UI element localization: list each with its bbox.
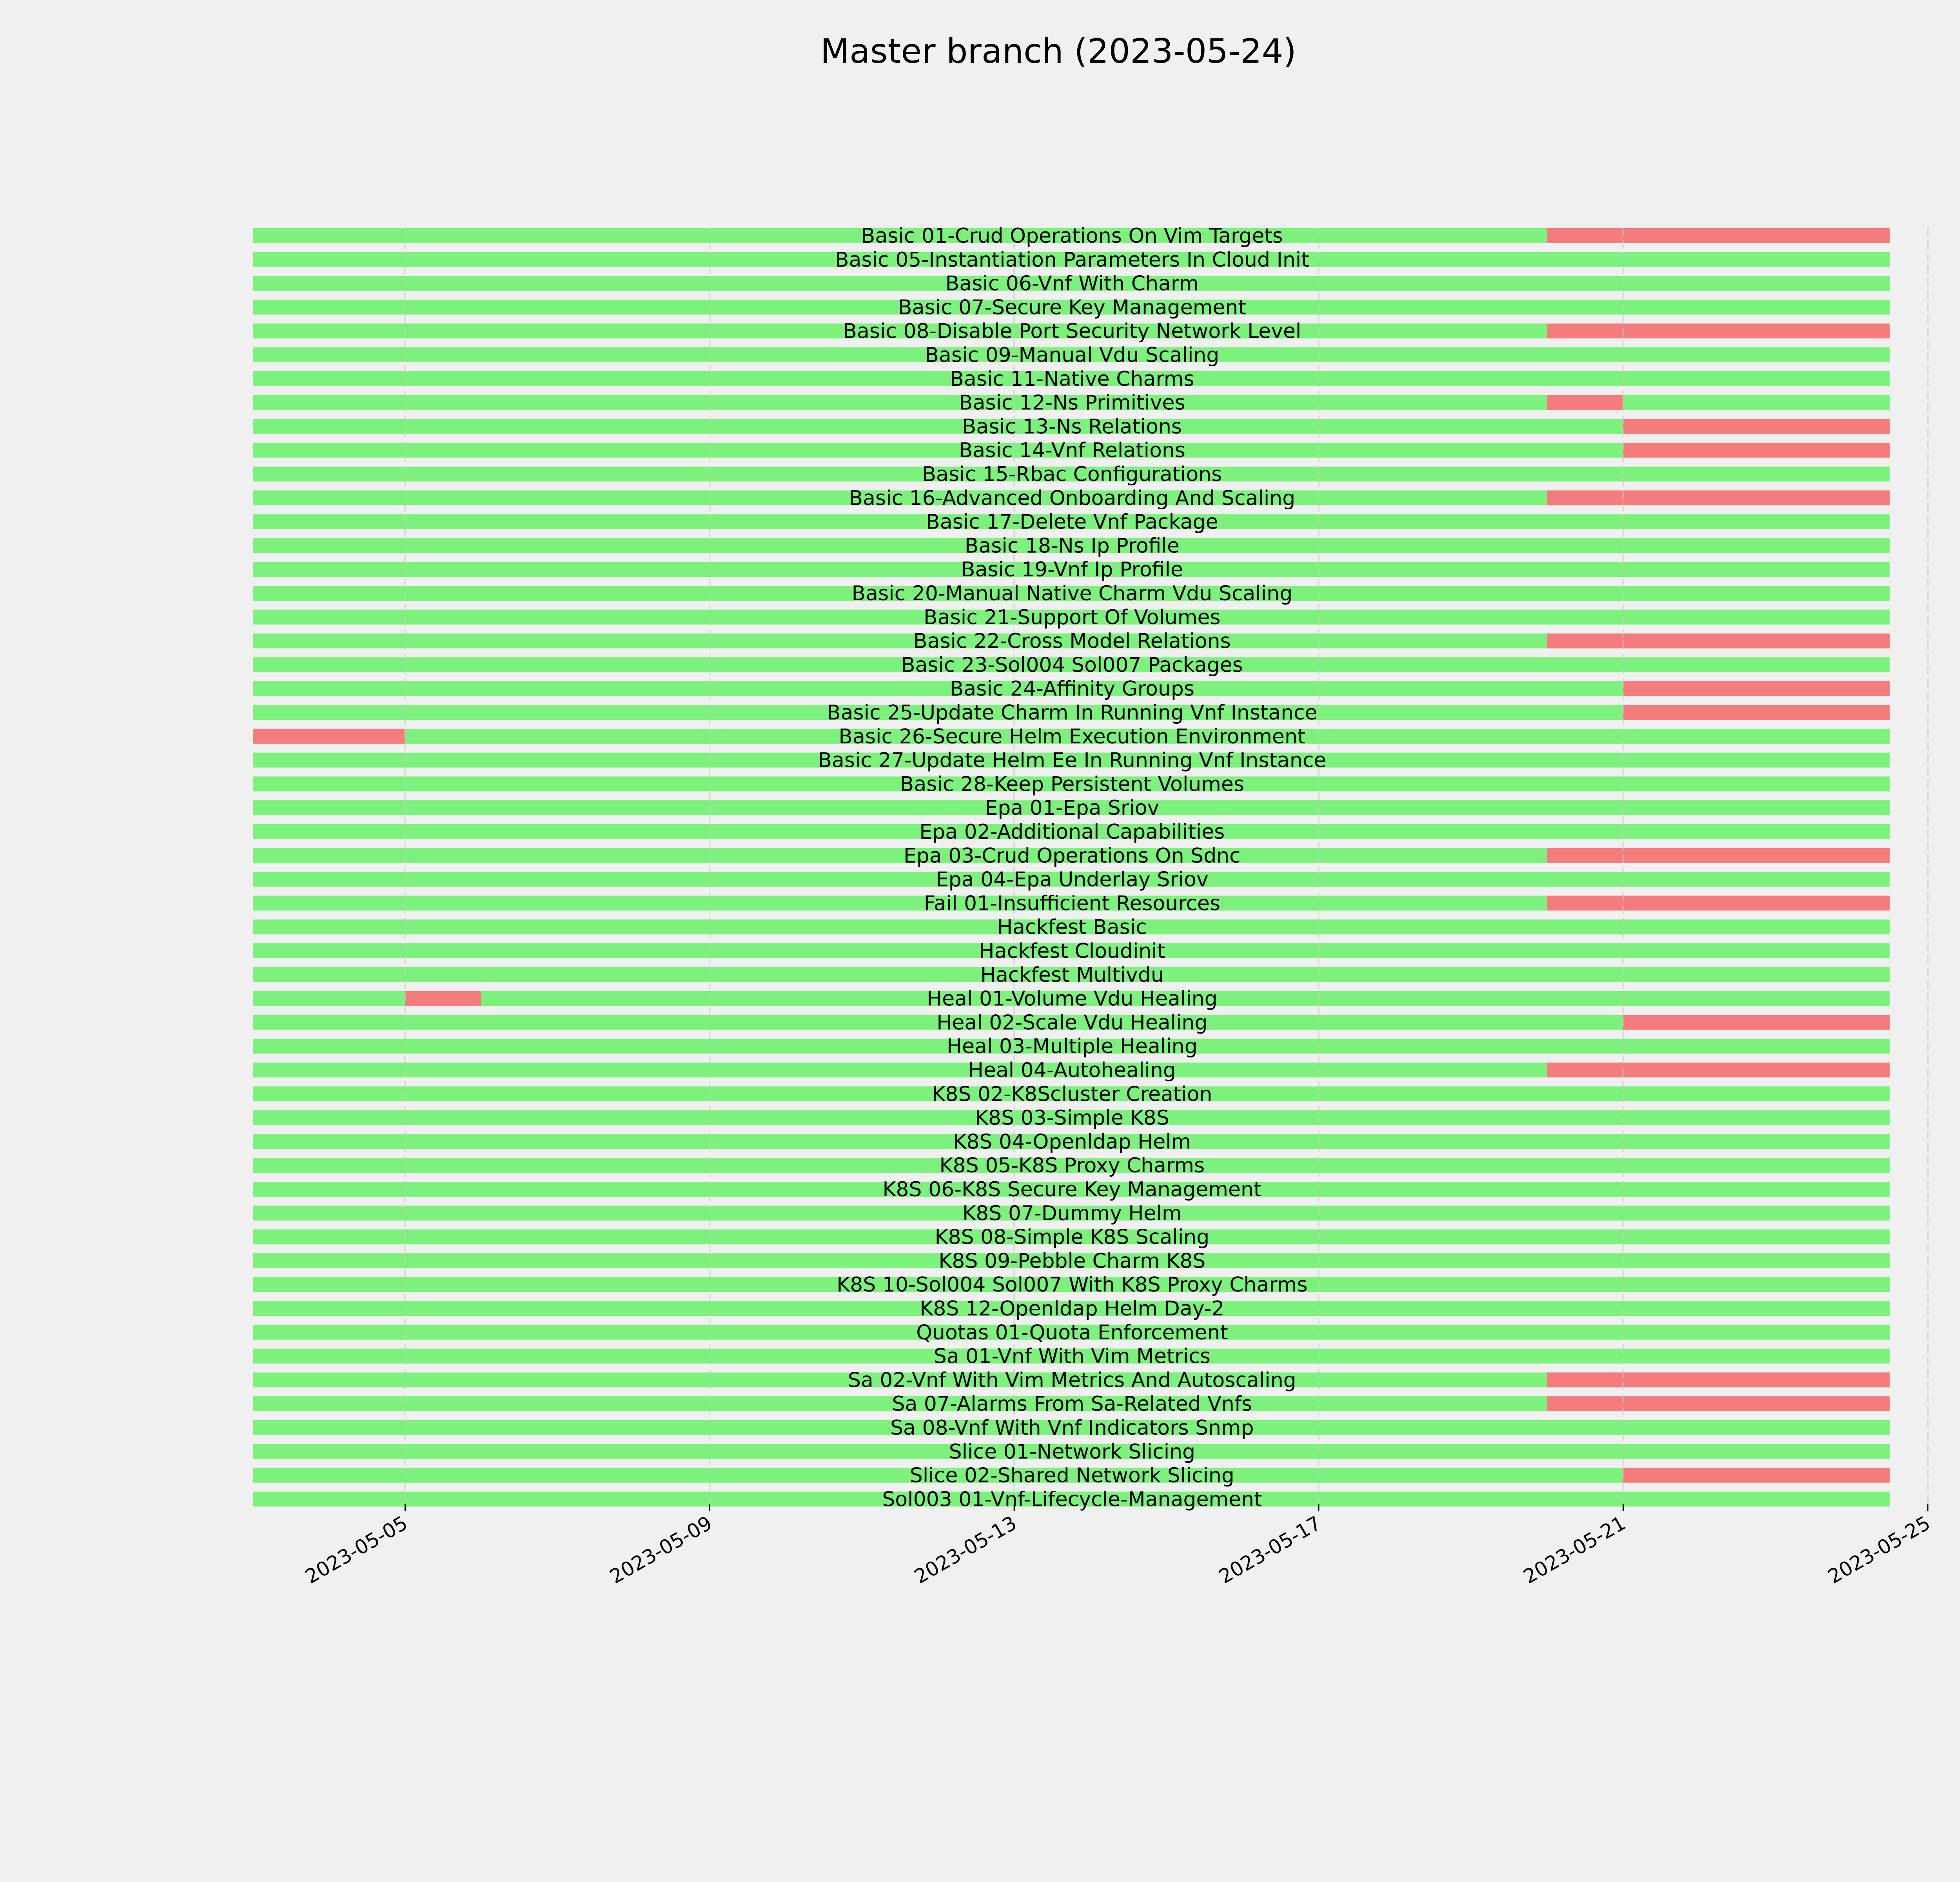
bar-segment-fail	[1547, 848, 1890, 863]
x-tick-label: 2023-05-17	[1215, 1511, 1325, 1588]
bar-segment-fail	[1547, 395, 1623, 410]
bar-segment-pass	[1623, 395, 1890, 410]
x-tick-label: 2023-05-21	[1519, 1511, 1630, 1588]
row-label: Basic 09-Manual Vdu Scaling	[925, 343, 1220, 367]
x-tick-label: 2023-05-05	[301, 1511, 412, 1588]
bar-segment-fail	[1547, 490, 1890, 505]
bar-segment-fail	[1623, 1015, 1890, 1030]
bar-segment-pass	[253, 991, 405, 1006]
row-label: Basic 12-Ns Primitives	[959, 391, 1185, 415]
bar-segment-fail	[1547, 1372, 1890, 1387]
row-label: Basic 21-Support Of Volumes	[924, 605, 1221, 629]
row-label: K8S 07-Dummy Helm	[962, 1201, 1182, 1225]
row-label: Sa 01-Vnf With Vim Metrics	[933, 1344, 1210, 1368]
row-label: Basic 25-Update Charm In Running Vnf Instance	[827, 701, 1318, 725]
row-label: K8S 10-Sol004 Sol007 With K8S Proxy Charms	[837, 1273, 1308, 1297]
row-label: Heal 04-Autohealing	[968, 1059, 1176, 1082]
row-label: K8S 06-K8S Secure Key Management	[882, 1178, 1262, 1201]
x-tick-label: 2023-05-25	[1824, 1511, 1934, 1588]
bar-segment-pass	[253, 443, 1623, 458]
bar-segment-fail	[1623, 1468, 1890, 1483]
bar-segment-fail	[253, 729, 405, 744]
row-label: Hackfest Basic	[997, 916, 1147, 939]
row-label: Basic 13-Ns Relations	[962, 415, 1182, 439]
bar-segment-fail	[405, 991, 481, 1006]
row-label: K8S 05-K8S Proxy Charms	[939, 1154, 1205, 1178]
bar-segment-fail	[1623, 419, 1890, 434]
row-label: Heal 03-Multiple Healing	[946, 1035, 1198, 1059]
row-label: Basic 16-Advanced Onboarding And Scaling	[849, 486, 1296, 510]
row-label: Basic 24-Affinity Groups	[949, 677, 1195, 701]
bar-segment-pass	[253, 419, 1623, 434]
bar-segment-fail	[1623, 705, 1890, 720]
bar-segment-fail	[1547, 896, 1890, 910]
row-label: Basic 18-Ns Ip Profile	[964, 534, 1180, 558]
row-label: K8S 03-Simple K8S	[975, 1106, 1169, 1130]
row-label: Basic 26-Secure Helm Execution Environment	[838, 725, 1306, 748]
row-label: Basic 28-Keep Persistent Volumes	[900, 772, 1245, 796]
x-axis-ticks	[301, 1504, 1934, 1588]
row-label: Basic 20-Manual Native Charm Vdu Scaling	[851, 582, 1293, 605]
row-label: Hackfest Cloudinit	[979, 939, 1165, 963]
row-label: Basic 22-Cross Model Relations	[913, 629, 1231, 653]
bar-segment-fail	[1547, 1063, 1890, 1077]
row-label: Hackfest Multivdu	[980, 963, 1164, 987]
x-tick-label: 2023-05-09	[606, 1511, 716, 1588]
bar-segment-pass	[253, 1063, 1547, 1077]
row-label: Epa 04-Epa Underlay Sriov	[935, 868, 1209, 892]
row-label: Basic 19-Vnf Ip Profile	[961, 558, 1183, 582]
row-label: Basic 01-Crud Operations On Vim Targets	[861, 224, 1283, 248]
row-label: Sa 08-Vnf With Vnf Indicators Snmp	[890, 1416, 1254, 1440]
row-label: Basic 11-Native Charms	[950, 367, 1194, 391]
row-label: Heal 02-Scale Vdu Healing	[936, 1011, 1208, 1035]
row-label: Epa 03-Crud Operations On Sdnc	[904, 844, 1241, 868]
bar-segment-pass	[253, 634, 1547, 649]
row-label: Basic 17-Delete Vnf Package	[926, 510, 1218, 534]
row-labels-layer	[818, 224, 1326, 1511]
bar-segment-pass	[253, 681, 1623, 696]
x-tick-label: 2023-05-13	[910, 1511, 1021, 1588]
row-label: K8S 02-K8Scluster Creation	[932, 1082, 1212, 1106]
row-label: Sa 07-Alarms From Sa-Related Vnfs	[892, 1392, 1252, 1416]
row-label: Basic 07-Secure Key Management	[898, 296, 1246, 320]
row-label: Quotas 01-Quota Enforcement	[916, 1321, 1228, 1344]
row-label: Basic 27-Update Helm Ee In Running Vnf Instance	[818, 748, 1327, 772]
chart-title: Master branch (2023-05-24)	[820, 32, 1297, 71]
bar-segment-fail	[1623, 443, 1890, 458]
row-label: K8S 09-Pebble Charm K8S	[938, 1249, 1206, 1273]
row-label: Epa 02-Additional Capabilities	[919, 820, 1225, 844]
bar-segment-pass	[253, 848, 1547, 863]
row-label: Basic 06-Vnf With Charm	[945, 272, 1199, 296]
bar-segment-fail	[1547, 1396, 1890, 1411]
row-label: Slice 02-Shared Network Slicing	[909, 1464, 1234, 1488]
bar-segment-fail	[1623, 681, 1890, 696]
bar-segment-fail	[1547, 634, 1890, 649]
row-label: Basic 08-Disable Port Security Network Level	[843, 320, 1301, 343]
row-label: K8S 04-Openldap Helm	[953, 1130, 1191, 1154]
row-label: Basic 15-Rbac Configurations	[922, 463, 1222, 486]
row-label: Basic 05-Instantiation Parameters In Cloud Init	[835, 248, 1309, 272]
row-label: Epa 01-Epa Sriov	[985, 796, 1160, 820]
row-label: Slice 01-Network Slicing	[949, 1440, 1196, 1464]
bar-segment-fail	[1547, 228, 1890, 243]
row-label: Sol003 01-Vnf-Lifecycle-Management	[882, 1488, 1262, 1511]
row-label: Basic 23-Sol004 Sol007 Packages	[901, 653, 1243, 677]
row-label: K8S 08-Simple K8S Scaling	[935, 1225, 1210, 1249]
row-label: Fail 01-Insufficient Resources	[924, 892, 1221, 916]
row-label: K8S 12-Openldap Helm Day-2	[920, 1297, 1225, 1321]
bar-segment-pass	[253, 896, 1547, 910]
row-label: Sa 02-Vnf With Vim Metrics And Autoscaling	[848, 1368, 1296, 1392]
bar-segment-fail	[1547, 323, 1890, 338]
row-label: Basic 14-Vnf Relations	[958, 439, 1186, 463]
row-label: Heal 01-Volume Vdu Healing	[927, 987, 1218, 1011]
bar-segment-pass	[253, 395, 1547, 410]
